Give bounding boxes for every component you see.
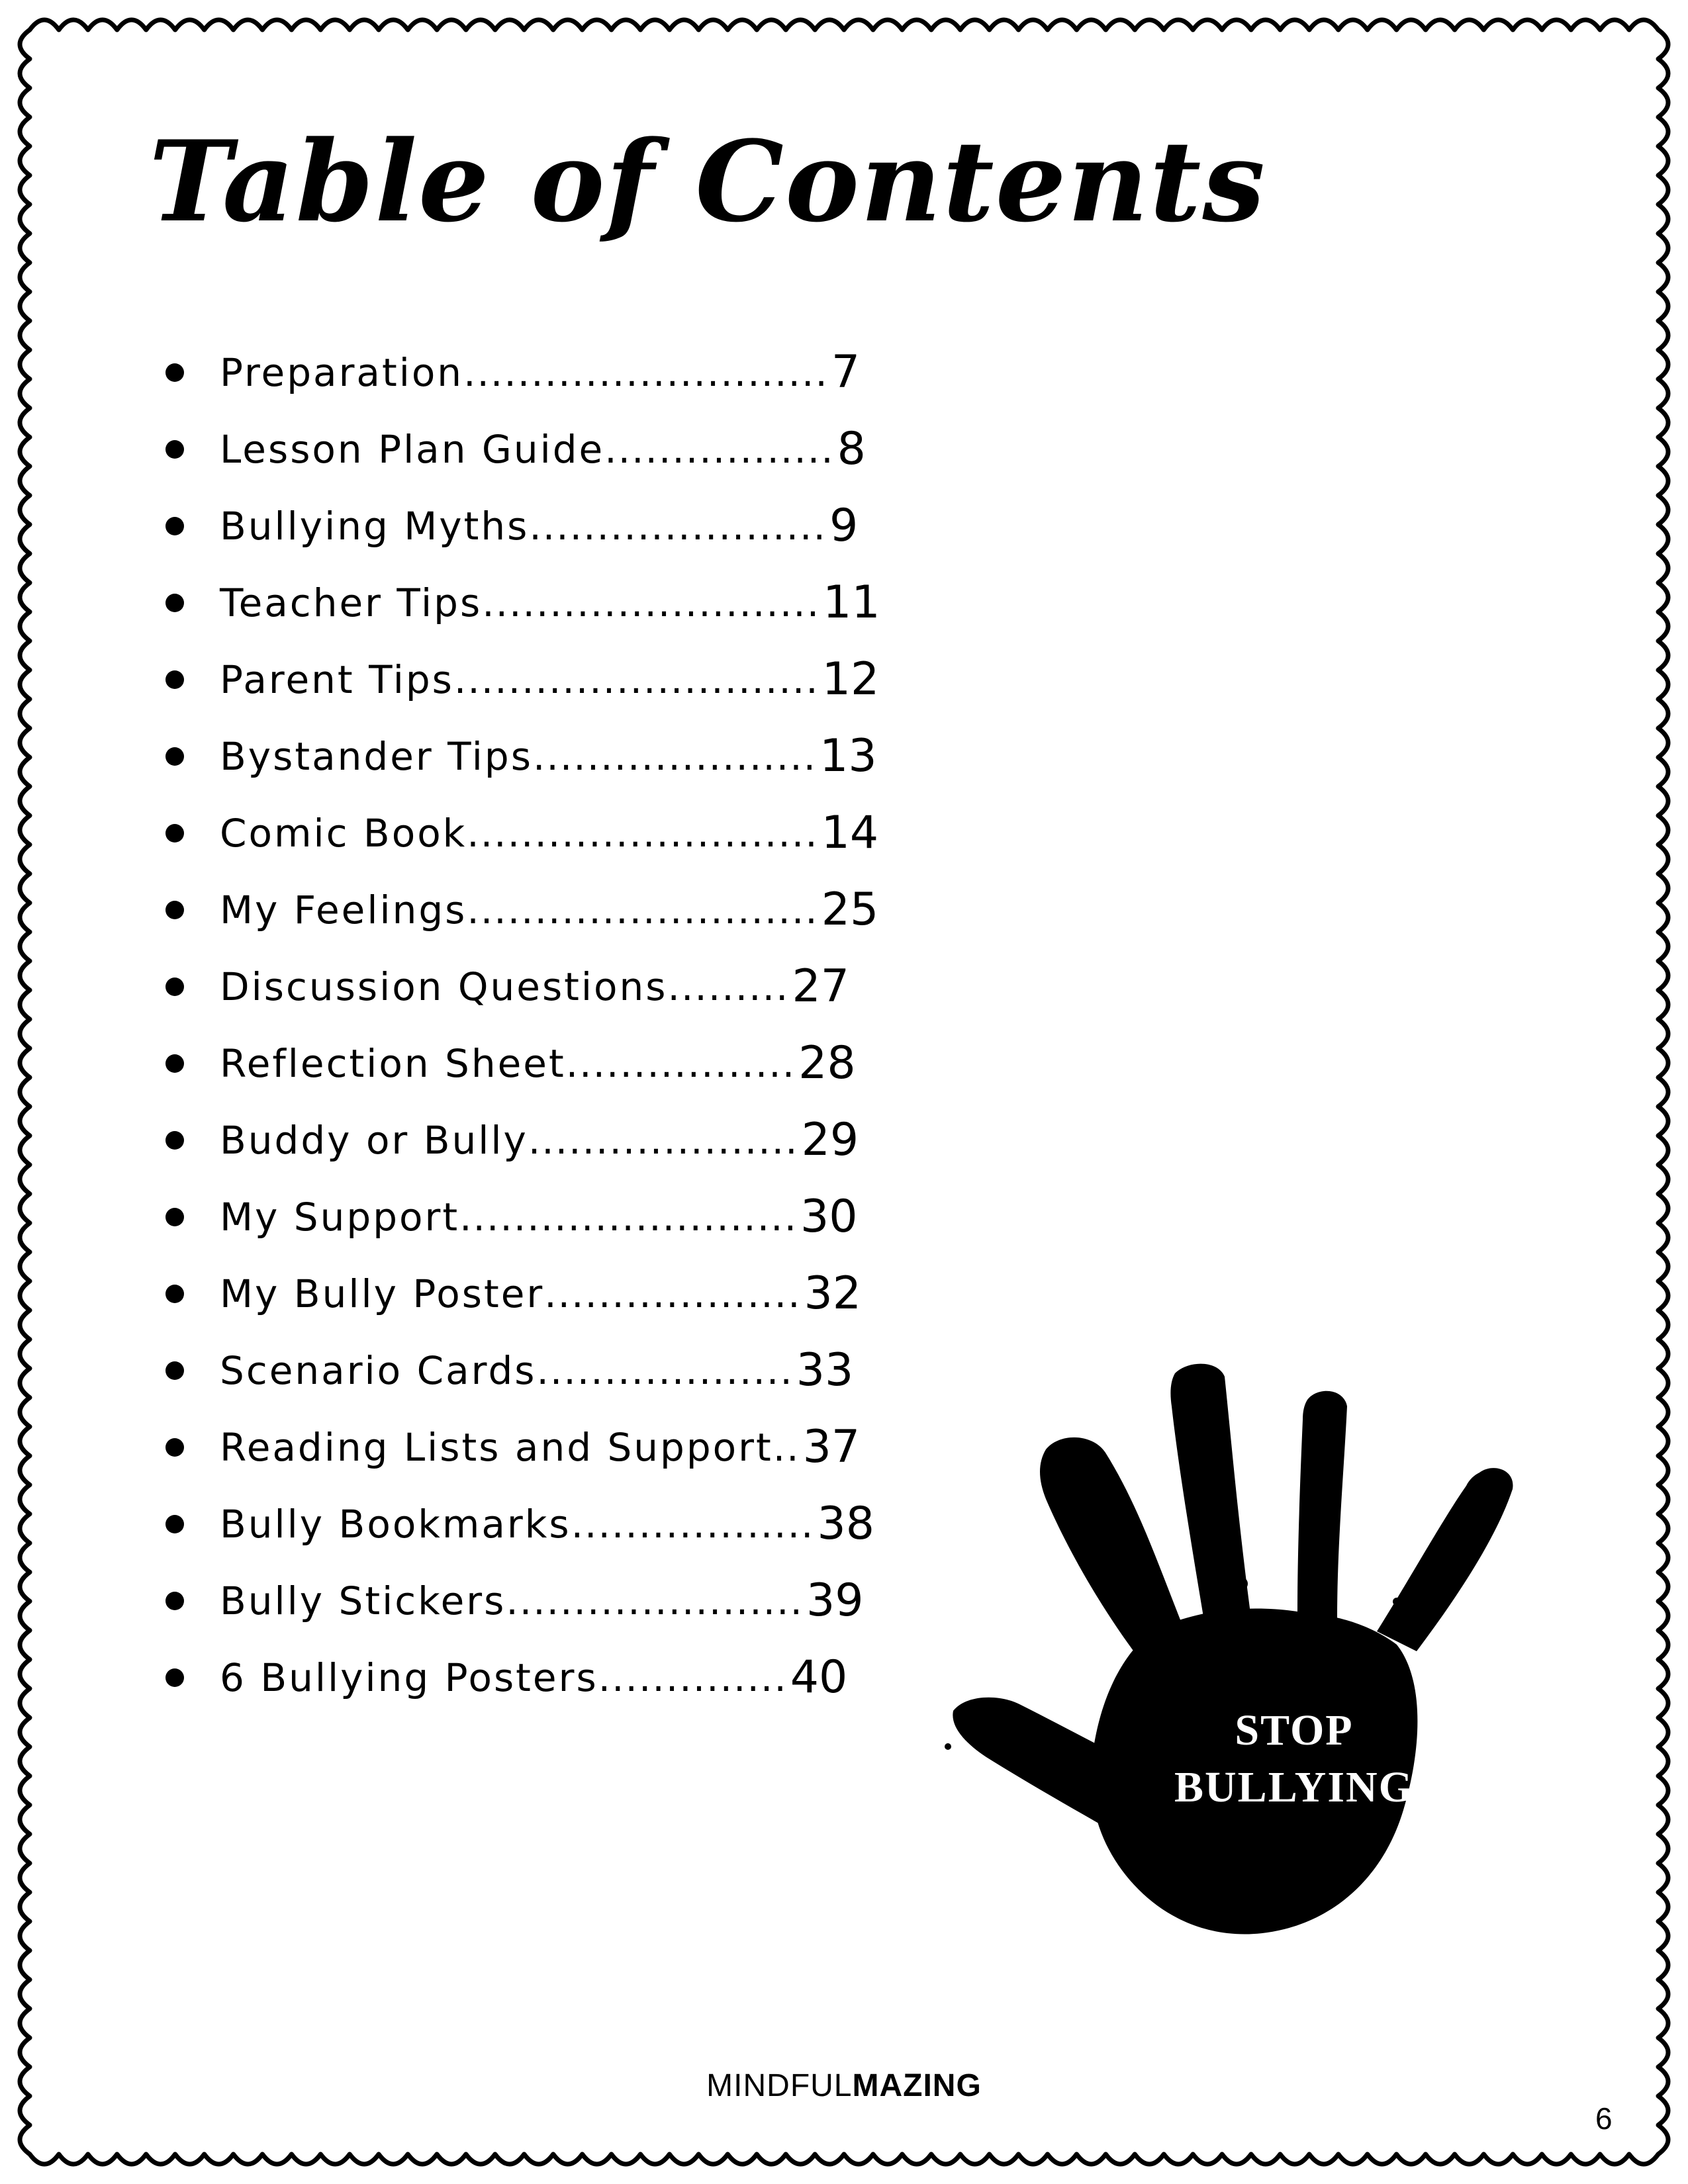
brand-bold: MAZING bbox=[852, 2068, 982, 2103]
bullet-icon bbox=[165, 363, 184, 382]
toc-leader-dots: ...................... bbox=[529, 504, 827, 549]
bullet-icon bbox=[165, 747, 184, 766]
toc-page-number: 8 bbox=[837, 423, 866, 475]
brand-light: MINDFUL bbox=[706, 2068, 853, 2103]
bullet-icon bbox=[165, 1361, 184, 1380]
bullet-icon bbox=[165, 1285, 184, 1303]
toc-item[interactable] bbox=[165, 1102, 880, 1179]
toc-page-number: 12 bbox=[821, 653, 880, 705]
toc-item-label: My Support bbox=[220, 1195, 460, 1240]
toc-page-number: 13 bbox=[820, 730, 877, 782]
toc-item-label: Comic Book bbox=[220, 811, 467, 856]
toc-item[interactable] bbox=[165, 488, 880, 565]
bullet-icon bbox=[165, 1438, 184, 1457]
toc-leader-dots: ..................... bbox=[532, 734, 818, 779]
bullet-icon bbox=[165, 670, 184, 689]
toc-item-label: Buddy or Bully bbox=[220, 1118, 528, 1163]
toc-leader-dots: ........................... bbox=[463, 350, 829, 395]
toc-page-number: 40 bbox=[790, 1651, 848, 1704]
toc-page-number: 30 bbox=[800, 1191, 858, 1243]
toc-item[interactable] bbox=[165, 1409, 880, 1486]
bullet-icon bbox=[165, 1054, 184, 1073]
toc-leader-dots: ......................... bbox=[482, 580, 821, 625]
toc-page-number: 27 bbox=[792, 960, 849, 1013]
handprint-icon bbox=[940, 1347, 1523, 1956]
toc-leader-dots: ................. bbox=[565, 1041, 796, 1086]
toc-item[interactable] bbox=[165, 1179, 880, 1255]
toc-item-label: Reading Lists and Support bbox=[220, 1425, 773, 1470]
table-of-contents-list bbox=[165, 334, 880, 1716]
toc-item-label: Bystander Tips bbox=[220, 734, 533, 779]
toc-leader-dots: ................. bbox=[604, 427, 835, 472]
toc-item-label: Lesson Plan Guide bbox=[220, 427, 605, 472]
toc-item-label: Parent Tips bbox=[220, 657, 454, 702]
toc-item[interactable] bbox=[165, 1486, 880, 1563]
handprint-finger bbox=[1297, 1391, 1347, 1618]
toc-page-number: 28 bbox=[798, 1037, 856, 1089]
toc-item-label: Scenario Cards bbox=[220, 1348, 537, 1393]
toc-item[interactable] bbox=[165, 795, 880, 872]
toc-page-number: 38 bbox=[817, 1498, 874, 1550]
bullet-icon bbox=[165, 1131, 184, 1150]
toc-item-label: My Bully Poster bbox=[220, 1271, 545, 1316]
toc-item-label: Bullying Myths bbox=[220, 504, 530, 549]
bullying-text: BULLYING bbox=[1174, 1763, 1415, 1811]
toc-page-number: 11 bbox=[823, 576, 880, 629]
toc-leader-dots: ......... bbox=[667, 964, 790, 1009]
toc-page-number: 29 bbox=[801, 1114, 859, 1166]
toc-leader-dots: .. bbox=[773, 1425, 800, 1470]
toc-page-number: 37 bbox=[802, 1421, 861, 1473]
bullet-icon bbox=[165, 1668, 184, 1687]
toc-item[interactable] bbox=[165, 1563, 880, 1639]
toc-item-label: 6 Bullying Posters bbox=[220, 1655, 598, 1700]
handprint-finger bbox=[1040, 1437, 1185, 1658]
toc-item[interactable] bbox=[165, 1639, 880, 1716]
toc-item-label: Bully Bookmarks bbox=[220, 1502, 571, 1547]
handprint-finger bbox=[1377, 1468, 1513, 1651]
toc-leader-dots: ................... bbox=[536, 1348, 794, 1393]
toc-item-label: Bully Stickers bbox=[220, 1578, 506, 1623]
bullet-icon bbox=[165, 1592, 184, 1610]
toc-item[interactable] bbox=[165, 948, 880, 1025]
toc-leader-dots: .......................... bbox=[467, 811, 819, 856]
bullet-icon bbox=[165, 824, 184, 842]
stop-text: STOP bbox=[1235, 1706, 1354, 1754]
toc-page-number: 25 bbox=[821, 884, 879, 936]
toc-item[interactable] bbox=[165, 411, 880, 488]
toc-item-label: Reflection Sheet bbox=[220, 1041, 566, 1086]
page-title: Table of Contents bbox=[149, 116, 1266, 247]
toc-page-number: 33 bbox=[796, 1344, 854, 1396]
toc-item-label: Discussion Questions bbox=[220, 964, 668, 1009]
toc-page-number: 7 bbox=[831, 346, 861, 398]
toc-leader-dots: ................... bbox=[544, 1271, 802, 1316]
toc-leader-dots: .................. bbox=[571, 1502, 815, 1547]
toc-leader-dots: .................... bbox=[528, 1118, 799, 1163]
toc-leader-dots: ........................... bbox=[453, 657, 820, 702]
bullet-icon bbox=[165, 1208, 184, 1226]
toc-item[interactable] bbox=[165, 1332, 880, 1409]
page-number: 6 bbox=[1595, 2101, 1613, 2136]
bullet-icon bbox=[165, 517, 184, 535]
toc-item-label: Teacher Tips bbox=[220, 580, 483, 625]
toc-item[interactable] bbox=[165, 641, 880, 718]
toc-leader-dots: ...................... bbox=[506, 1578, 804, 1623]
toc-item[interactable] bbox=[165, 565, 880, 641]
bullet-icon bbox=[165, 594, 184, 612]
toc-item[interactable] bbox=[165, 718, 880, 795]
toc-item-label: Preparation bbox=[220, 350, 464, 395]
toc-leader-dots: .............. bbox=[598, 1655, 788, 1700]
toc-leader-dots: .......................... bbox=[467, 887, 819, 933]
toc-leader-dots: ......................... bbox=[459, 1195, 798, 1240]
toc-item[interactable] bbox=[165, 1255, 880, 1332]
toc-page-number: 9 bbox=[829, 500, 859, 552]
bullet-icon bbox=[165, 1515, 184, 1533]
toc-item-label: My Feelings bbox=[220, 887, 467, 933]
toc-page-number: 39 bbox=[806, 1574, 864, 1627]
toc-item[interactable] bbox=[165, 872, 880, 948]
toc-item[interactable] bbox=[165, 334, 880, 411]
toc-page-number: 14 bbox=[821, 807, 879, 859]
toc-page-number: 32 bbox=[804, 1267, 862, 1320]
bullet-icon bbox=[165, 978, 184, 996]
bullet-icon bbox=[165, 901, 184, 919]
toc-item[interactable] bbox=[165, 1025, 880, 1102]
brand-logo bbox=[0, 2070, 1688, 2102]
bullet-icon bbox=[165, 440, 184, 459]
